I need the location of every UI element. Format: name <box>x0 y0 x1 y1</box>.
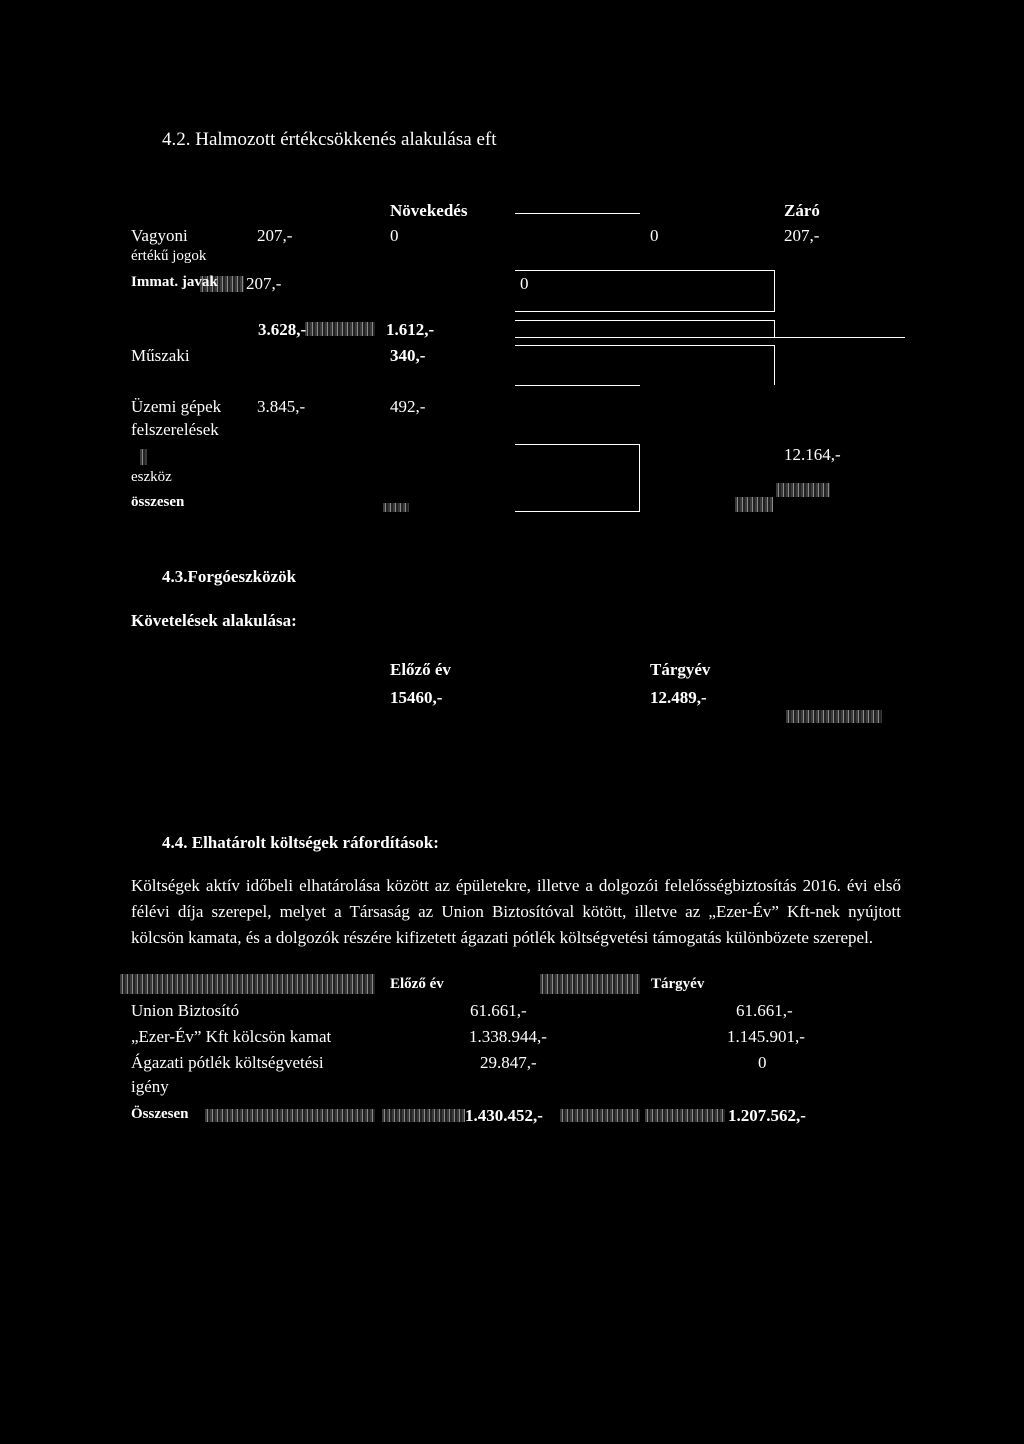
section-43-title: 4.3.Forgóeszközök <box>162 567 297 586</box>
table-row-targy: 61.661,- <box>736 1001 793 1020</box>
scan-noise <box>205 1109 375 1122</box>
divider <box>774 345 775 385</box>
scan-noise <box>305 322 375 336</box>
scan-noise <box>383 503 409 512</box>
row-vagyoni-label2: értékű jogok <box>131 248 207 264</box>
divider <box>515 345 775 346</box>
table-col-targy: Tárgyév <box>651 976 705 992</box>
scan-noise <box>120 974 375 994</box>
table-row-label: „Ezer-Év” Kft kölcsön kamat <box>131 1027 332 1046</box>
table-row-label: Union Biztosító <box>131 1001 240 1020</box>
row-muszaki-v1: 3.628,- <box>258 320 307 339</box>
val-targy: 12.489,- <box>650 688 707 707</box>
col-elozo-header: Előző év <box>390 660 451 679</box>
row-muszaki-v2: 1.612,- <box>386 320 435 339</box>
scan-noise <box>735 497 773 512</box>
col-novekedes-header: Növekedés <box>390 201 468 220</box>
section-42-title: 4.2. Halmozott értékcsökkenés alakulása eft <box>162 129 497 150</box>
divider <box>515 270 775 271</box>
divider <box>515 385 640 386</box>
row-vagyoni-label: Vagyoni <box>131 226 188 245</box>
section-44-title: 4.4. Elhatárolt költségek ráfordítások: <box>162 833 439 852</box>
table-row-targy: 0 <box>758 1053 767 1072</box>
row-uzemi-label2: felszerelések <box>131 420 219 439</box>
row-muszaki-label: Műszaki <box>131 346 190 365</box>
divider <box>774 320 775 338</box>
divider <box>515 320 775 321</box>
scan-noise <box>140 449 147 465</box>
table-total-elozo: 1.430.452,- <box>465 1106 543 1125</box>
section-43-subtitle: Követelések alakulása: <box>131 611 297 630</box>
scan-noise <box>382 1109 465 1122</box>
table-row-label-text: Ágazati pótlék költségvetési <box>131 1053 324 1072</box>
scan-noise <box>560 1109 640 1122</box>
row-immat-v1: 207,- <box>246 274 282 293</box>
row-uzemi-v2: 492,- <box>390 397 426 416</box>
table-row-label <box>131 1053 371 1073</box>
row-uzemi-v1: 3.845,- <box>257 397 306 416</box>
row-eszkoz-v4: 12.164,- <box>784 445 841 464</box>
row-muszaki-v2b: 340,- <box>390 346 426 365</box>
val-elozo: 15460,- <box>390 688 443 707</box>
row-vagyoni-v2: 0 <box>390 226 399 245</box>
scan-noise <box>776 483 830 497</box>
section-44-paragraph: Költségek aktív időbeli elhatárolása között az épületekre, illetve a dolgozói felelősségbiztosítás 2016. évi első félévi díja szerepel, melyet a Társaság az Union Biztosítóval kötött, illetve az „Ezer-Év” Kft-nek nyújtott kölcsön kamata, és a dolgozók részére kifizetett ágazati pótlék költségvetési támogatás különbözete szerepel. <box>131 876 901 947</box>
scan-noise <box>645 1109 725 1122</box>
divider <box>515 213 640 214</box>
divider <box>515 444 640 445</box>
row-vagyoni-v3: 0 <box>650 226 659 245</box>
scan-noise <box>786 710 882 723</box>
row-immat-label: Immat. javak <box>131 274 218 290</box>
divider <box>774 270 775 312</box>
row-osszesen-label: összesen <box>131 494 185 510</box>
table-total-label: Összesen <box>131 1106 189 1122</box>
table-row-elozo: 1.338.944,- <box>469 1027 547 1046</box>
table-row-elozo: 29.847,- <box>480 1053 537 1072</box>
divider <box>639 444 640 512</box>
table-row-elozo: 61.661,- <box>470 1001 527 1020</box>
scan-noise <box>540 974 640 994</box>
row-vagyoni-v1: 207,- <box>257 226 293 245</box>
row-vagyoni-v4: 207,- <box>784 226 820 245</box>
table-total-targy: 1.207.562,- <box>728 1106 806 1125</box>
col-targy-header: Tárgyév <box>650 660 711 679</box>
col-zaro-header: Záró <box>784 201 820 220</box>
table-col-elozo: Előző év <box>390 976 444 992</box>
divider <box>515 311 775 312</box>
table-row-label2: igény <box>131 1077 169 1096</box>
divider <box>515 337 905 338</box>
row-immat-v3: 0 <box>520 274 529 293</box>
row-uzemi-label: Üzemi gépek <box>131 397 222 416</box>
row-eszkoz-label: eszköz <box>131 469 172 485</box>
table-row-targy: 1.145.901,- <box>727 1027 805 1046</box>
divider <box>515 511 640 512</box>
